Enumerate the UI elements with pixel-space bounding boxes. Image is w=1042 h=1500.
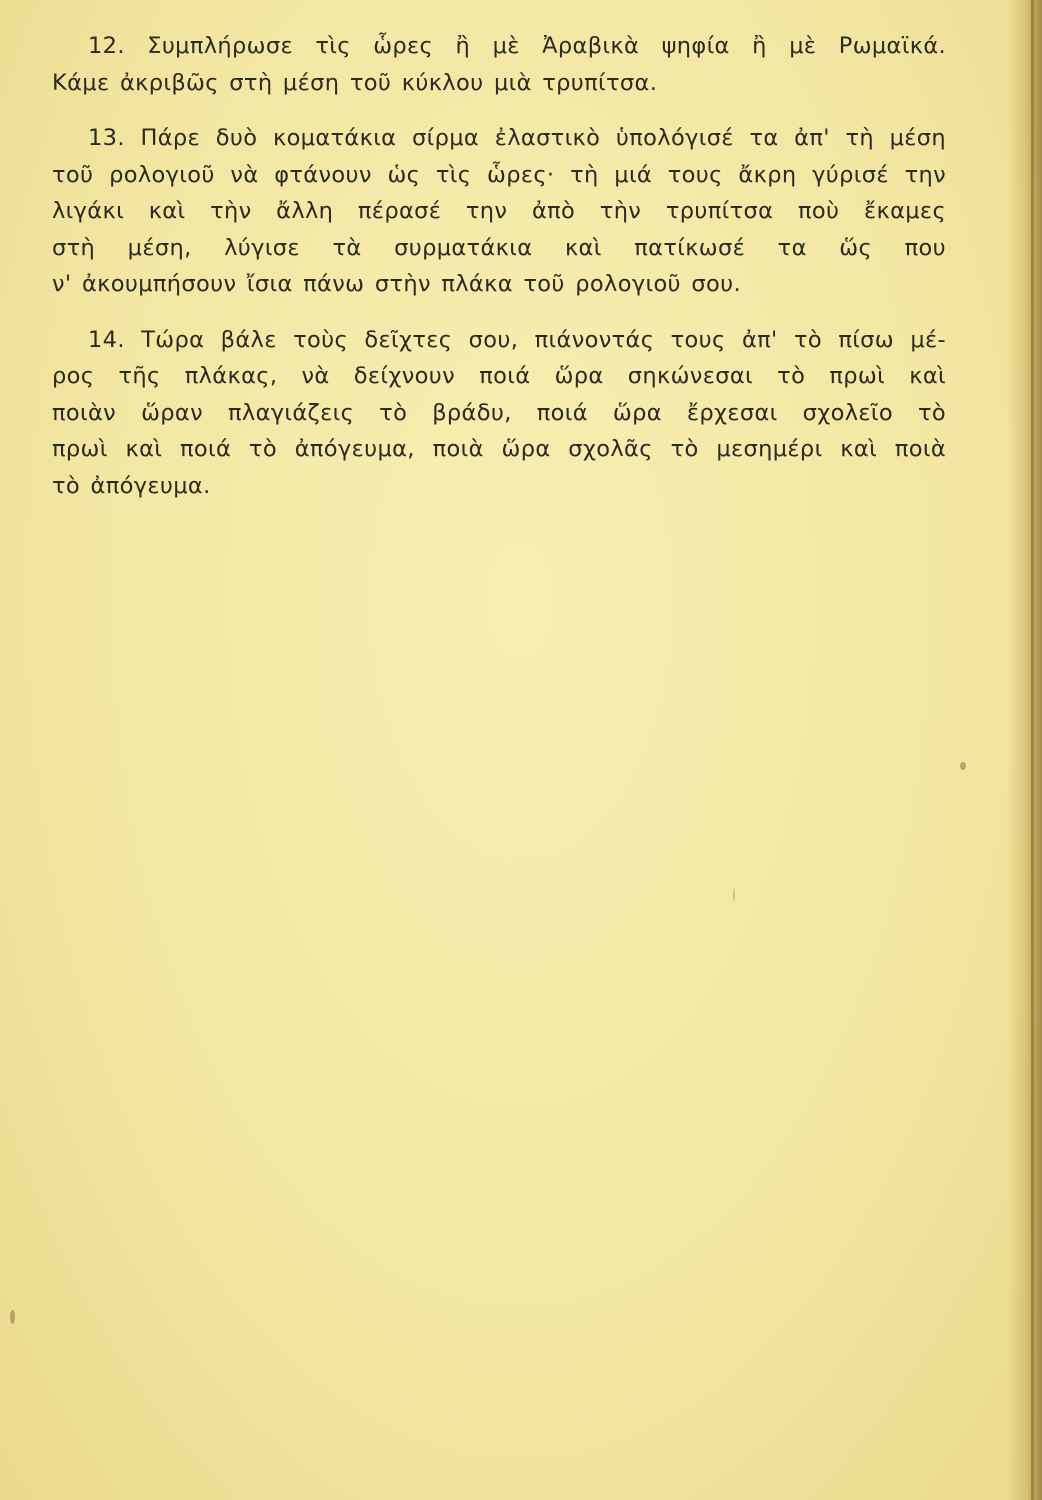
- binding-edge: [1031, 0, 1034, 1500]
- binding-shadow: [1008, 0, 1042, 1500]
- paper-speck: [733, 888, 735, 902]
- text-line: τὸ ἀπόγευμα.: [52, 472, 211, 499]
- text-line: ποιὰν ὥραν πλαγιάζεις τὸ βράδυ, ποιά ὥρα ἔρχεσαι σχολεῖο τὸ: [52, 399, 946, 426]
- text-line: Κάμε ἀκριβῶς στὴ μέση τοῦ κύκλου μιὰ τρυπίτσα.: [52, 69, 658, 96]
- paper-speck: [960, 762, 966, 770]
- text-line: ρος τῆς πλάκας, νὰ δείχνουν ποιά ὥρα σηκώνεσαι τὸ πρωὶ καὶ: [52, 363, 946, 389]
- document-body: [52, 28, 946, 523]
- exercise-14: [52, 322, 946, 505]
- text-line: τοῦ ρολογιοῦ νὰ φτάνουν ὡς τὶς ὧρες· τὴ μιά τους ἄκρη γύρισέ την: [52, 161, 946, 188]
- text-line: 12. Συμπλήρωσε τὶς ὧρες ἢ μὲ Ἀραβικὰ ψηφία ἢ μὲ Ρωμαϊκά.: [88, 33, 946, 59]
- text-line: 14. Τώρα βάλε τοὺς δεῖχτες σου, πιάνοντάς τους ἀπ' τὸ πίσω μέ-: [88, 326, 946, 353]
- text-line: λιγάκι καὶ τὴν ἄλλη πέρασέ την ἀπὸ τὴν τρυπίτσα ποὺ ἔκαμες: [52, 198, 946, 224]
- exercise-13: [52, 120, 946, 303]
- paper-speck: [10, 1310, 15, 1324]
- text-line: στὴ μέση, λύγισε τὰ συρματάκια καὶ πατίκωσέ τα ὥς που: [52, 234, 946, 261]
- text-line: 13. Πάρε δυὸ κοματάκια σίρμα ἐλαστικὸ ὑπολόγισέ τα ἀπ' τὴ μέση: [88, 125, 946, 151]
- text-line: πρωὶ καὶ ποιά τὸ ἀπόγευμα, ποιὰ ὥρα σχολᾶς τὸ μεσημέρι καὶ ποιὰ: [52, 436, 946, 462]
- text-line: ν' ἀκουμπήσουν ἴσια πάνω στὴν πλάκα τοῦ ρολογιοῦ σου.: [52, 271, 742, 297]
- exercise-12: [52, 28, 946, 101]
